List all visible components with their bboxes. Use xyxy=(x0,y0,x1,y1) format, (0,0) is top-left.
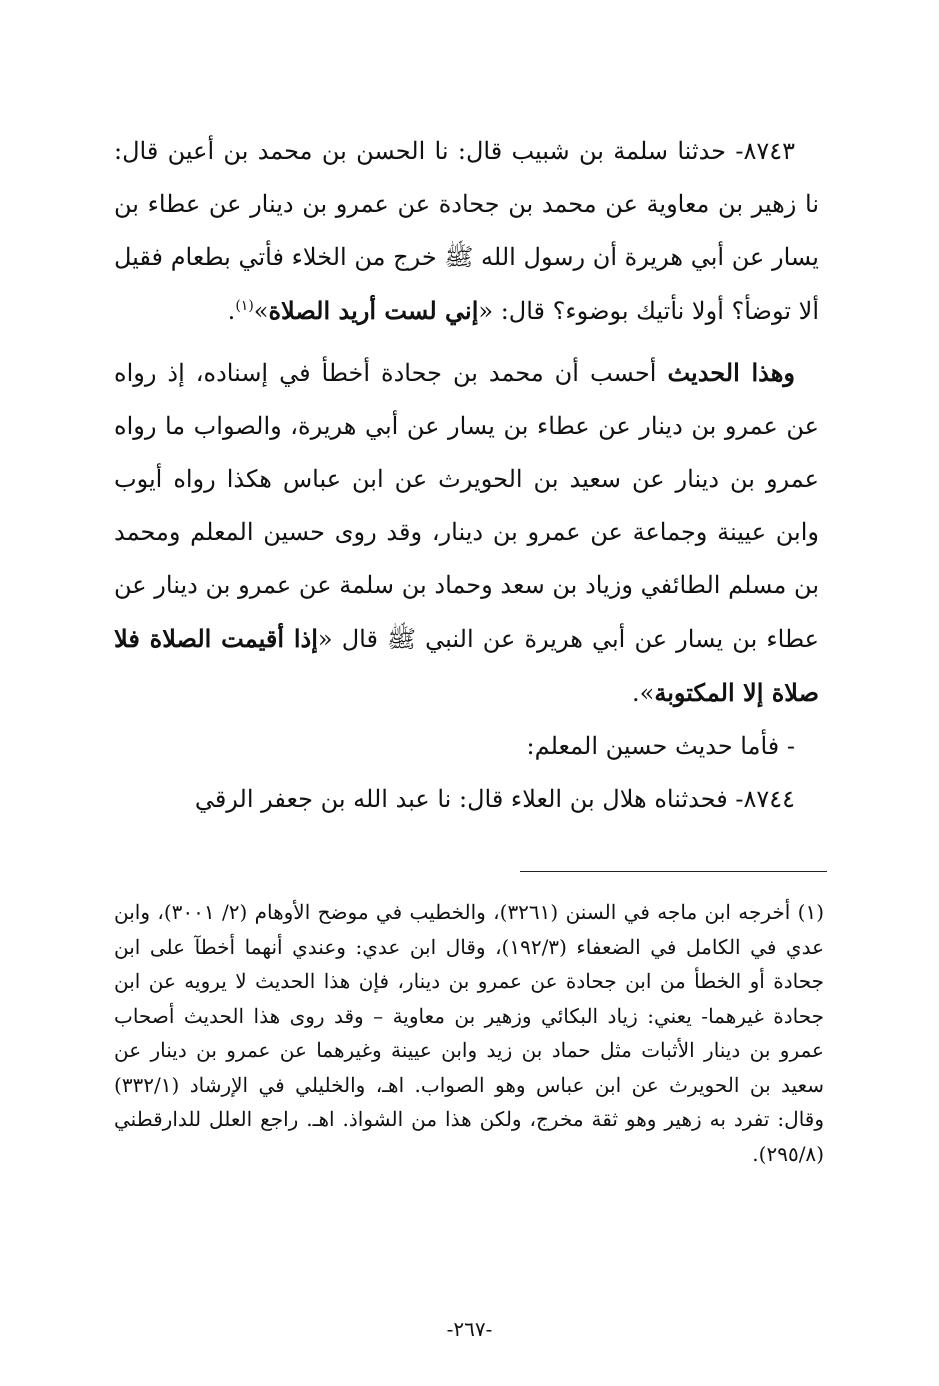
hadith-8743-text-c: . xyxy=(227,297,236,325)
footnote-1: (١) أخرجه ابن ماجه في السنن (٣٢٦١)، والخطيب في موضح الأوهام (٢/ ٣٠٠١)، وابن عدي في الكامل في الضعفاء (١٩٢/٣)، وقال ابن عدي: وعندي أنهما أخطآ على ابن جحادة أو الخطأ من ابن جحادة عن عمرو بن دينار، فإن هذا الحديث لا يرويه عن ابن جحادة غيرهما- يعني: زياد البكائي وزهير بن معاوية – وقد روى هذا الحديث أصحاب عمرو بن دينار الأثبات مثل حماد بن زيد وابن عيينة وغيرهما عن عمرو بن دينار عن سعيد بن الحويرث عن ابن عباس وهو الصواب. اهـ، والخليلي في الإرشاد (٣٣٢/١) وقال: تفرد به زهير وهو ثقة مخرج، ولكن هذا من الشواذ. اهـ. راجع العلل للدارقطني (٢٩٥/٨). xyxy=(114,900,825,1166)
hadith-8743-text-a: ٨٧٤٣- حدثنا سلمة بن شبيب قال: نا الحسن بن محمد بن أعين قال: نا زهير بن معاوية عن محمد بن جحادة عن عمرو بن دينار عن عطاء بن يسار عن أبي هريرة أن رسول الله ﷺ خرج من الخلاء فأتي بطعام فقيل ألا توضأ؟ أولا نأتيك بوضوء؟ قال: « xyxy=(114,137,820,325)
hadith-8743-bold-quote: إني لست أريد الصلاة xyxy=(268,296,479,325)
footnote-reference[interactable]: (١) xyxy=(235,298,254,314)
footnotes xyxy=(114,895,824,1171)
commentary-text-a: أحسب أن محمد بن جحادة أخطأ في إسناده، إذ رواه عن عمرو بن دينار عن عطاء بن يسار عن أبي هريرة، والصواب ما رواه عمرو بن دينار عن سعيد بن الحويرث عن ابن عباس هكذا رواه أيوب وابن عيينة وجماعة عن عمرو بن دينار، وقد روى حسين المعلم ومحمد بن مسلم الطائفي وزياد بن سعد وحماد بن سلمة عن عمرو بن دينار عن عطاء بن يسار عن أبي هريرة عن النبي ﷺ قال « xyxy=(114,359,820,653)
page-number: -٢٦٧- xyxy=(446,1317,493,1341)
section-heading: - فأما حديث حسين المعلم: xyxy=(526,732,795,760)
main-text xyxy=(114,125,819,826)
commentary-bold-quote: إذا أقيمت الصلاة فلا صلاة إلا المكتوبة xyxy=(114,624,819,707)
commentary-paragraph xyxy=(114,346,819,720)
hadith-8744: ٨٧٤٤- فحدثناه هلال بن العلاء قال: نا عبد الله بن جعفر الرقي xyxy=(194,785,795,813)
hadith-8743-text-b: » xyxy=(253,297,269,325)
hadith-8743 xyxy=(114,125,819,338)
commentary-text-b: ». xyxy=(632,679,655,707)
commentary-bold-lead: وهذا الحديث xyxy=(667,358,795,387)
footnote-divider xyxy=(520,871,827,872)
